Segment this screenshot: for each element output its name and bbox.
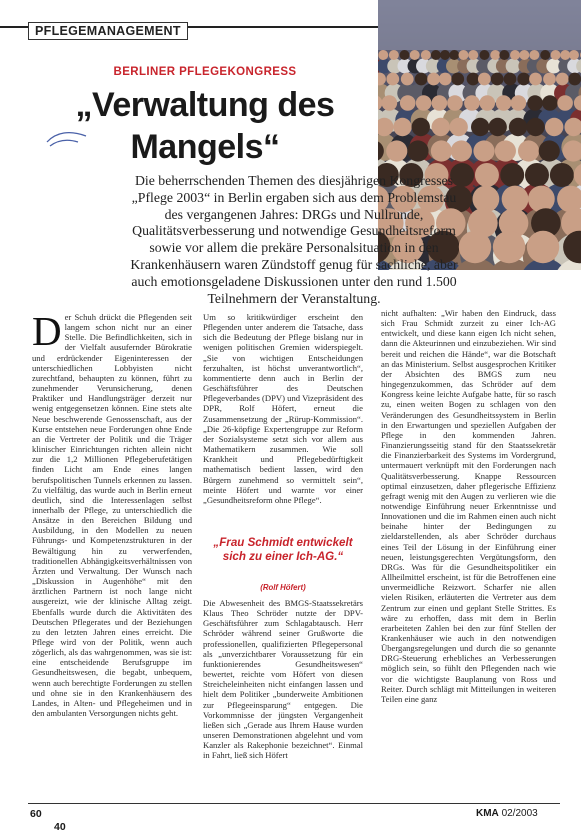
- pull-quote: „Frau Schmidt entwickelt sich zu einer Ich-AG.“: [213, 536, 353, 563]
- lead-line: auch emotionsgeladene Diskussionen unter den rund 1.500: [131, 273, 457, 289]
- lead-paragraph: [28, 173, 560, 307]
- column-2b-text: Die Abwesenheit des BMGS-Staatssekretärs Klaus Theo Schröder nutzte der DPV-Geschäftsführer zum Schlagabtausch. Herr Schröder während seiner Grußworte die professionellen, qualifizierten Pflegepersonal als „unverzichtbarer Voraussetzung für ein funktionierendes Gesundheitswesen“ bewertet, reichte vom Höfert von diesen Streicheleinheiten nicht einfangen lassen und hielt dem Politiker „bunderweite Ambitionen zur Pflegeeinsparung“ entgegen. Die Vorkommnisse der jüngsten Vergangenheit ließen sich „Gerade aus Ihrem Hause wurden unseren Demonstrationen abgelehnt und vom Kanzler als Rakephonie bezeichnet“. Einmal in Fahrt, ließ sich Höfert: [203, 598, 363, 761]
- drop-cap: D: [32, 308, 62, 354]
- lead-line: Qualitätsverbesserung und notwendige Gesundheitsreform: [132, 223, 456, 239]
- column-2-continued: [203, 598, 363, 761]
- lead-line: Die beherrschenden Themen des diesjährigen Kongresses: [134, 173, 454, 188]
- headline-line-1: „Verwaltung des: [75, 86, 335, 124]
- column-3: [381, 308, 556, 704]
- footer-rule: [28, 803, 560, 804]
- page-number-secondary: 40: [54, 821, 66, 833]
- column-3-text: nicht aufhalten: „Wir haben den Eindruck, dass sich Frau Schmidt zurzeit zu einer Ich-AG entwickelt, und diese kann eigen Ich nicht sehen, dann die Akteurinnen und einzubeziehen. Wir sind bereit und reichen die Hände“, war die Botschaft an das Ministerium. Selbst ausgesprochen Kritiker der Absichten des BMGS zum neu hingegenzukommen, das Schröder auf dem Kongress keine leichte Aufgabe hatte, für so rasch zu, einen weiten Bogen zu schlagen von den Veränderungen des Gesundheitssystem in Berlin in den Erwartungen und speziellen Aufgaben der Pflege in den kommenden Jahren. Finanzierungsseitig stand für den Staatssekretär die Finanzierbarkeit des Systems im Vordergrund, untermauert verknüpft mit den Forderungen nach Qualitätsverbesserung. Knappe Ressourcen optimal einzusetzen, daher pflegerische Effizienz gefragt wenig mit den Augen zu verlieren wie die notwendige Einführung neuer Erkenntnisse und Innovationen und die im Rahmen einen auch nicht beinahe hinter der Bedingungen zu zieldarstellenden, als aber Schröder durchaus eines Teil der Lösung in der Einführung einer neuen, leistungsgerechten Vergütungsform, den DRGs. Was für die Gesundheitspolitiker ein Allheilmittel erscheint, ist für die Betroffenen eine unvermeidliche Reizwort. Scharfer nie allen vielen Risiken, erläuterten die Vertreter aus dem Zentrum zur einen und geplant Stelle Strittes. Es wäre zu erhoffen, dass mit dem in Berlin erarbeiteten Zahlen bei den zur fünf Stellen der Krankenhäuser wie auch in den notwendigen Übergangsregelungen und durch die so genannte DRG-Steuerung erhebliches an Verbesserungen möglich sein, so fühlt den Pflegenden nach wie vor die wichtigste Bauplanung von Ross und Reiter. Durch schlägt mit Mitteilungen in weiteren Teilen eine ganz: [381, 308, 556, 704]
- section-label: PFLEGEMANAGEMENT: [28, 22, 188, 40]
- pull-quote-author: (Rolf Höfert): [260, 583, 306, 592]
- column-2-text: Um so kritikwürdiger erscheint den Pflegenden unter anderem die Tatsache, dass sich die Bedeutung der Pflege bislang nur in wenigen politischen Gremien widerspiegelt. „Sie von wichtigen Entscheidungen ferzuhalten, ist höchst unverantwortlich“, kommentierte denn auch in Berlin der Geschäftsführer des Deutschen Pflegeverbandes (DPV) und Vizepräsident des DPR, Rolf Höfert, erneut die Zusammensetzung der „Rürup-Kommission“. „Die 26-köpfige Expertengruppe zur Reform der Sozialsysteme setzt sich vor allem aus Mathematikern zusammen. Wie soll Krankheit und Pflegebedürftigkeit mathematisch bedient lassen, wird den Bürgern zunehmend so vermittelt sein“, meinte Höfert und warnte vor einer „Gesundheitsreform ohne Pflege“.: [203, 312, 363, 505]
- kicker: BERLINER PFLEGEKONGRESS: [113, 66, 297, 78]
- headline-line-2: Mangels“: [130, 128, 280, 166]
- lead-line: des vergangenen Jahres: DRGs und Nullrunde,: [164, 206, 424, 222]
- magazine-issue: [476, 808, 538, 819]
- lead-line: Teilnehmern der Veranstaltung.: [207, 290, 381, 306]
- magazine-name: KMA: [476, 808, 499, 819]
- issue-number: 02/2003: [501, 808, 538, 819]
- column-1-text: er Schuh drückt die Pflegenden seit langem schon nicht nur an einer Stelle. Die Befindlichkeiten, sich in der Vielfalt ausufernder Bürokratie und erdrückender Eigeninteressen der unterschiedlichen Lobbyisten nicht zurechtfand, behaupten zu können, führt zu zunehmender Verunsicherung, denen Praktiker und Handlungsträger derzeit nur wenig entgegensetzen können. Eine stets alte Neue beschwerende Genossenschaft, aus der Kurse entstehen neue Forderungen ohne Ende an die Vertreter der Politik und die Träger klinischer Einrichtungen richten allein nicht zur die 1,2 Millionen Pflegeberufetätigen finden Licht am Ende eines langen berufspolitischen Tunnels erkennen zu lassen. Zu vielfältig, das wurde auch in Berlin erneut deutlich, sind die Interessenlagen selbst innerhalb der Pflege, zu unterschiedlich die Ansätze in den Bereichen Bildung und Ausbildung, in den Modellen zu neuen Führungs- und Kompetenzstrukturen in der Bewältigung hin zu verwerfenden, traditionellen Abhängigkeitsverhältnissen von Ärzten und Verwaltung. Der Wunsch nach „Diskussion in Augenhöhe“ mit den ärztlichen Partnern ist noch lange nicht ausgereizt, wie der klinische Alltag zeigt. Ebenfalls wurde durch die Aktivitäten des Deutschen Pflegerates und der Beziehungen zu den letzten Jahren eines erreicht. Die Pflege wird von der Politik, wenn auch zögerlich, als das wahrgenommen, was sie ist: eine entscheidende Berufsgruppe im Gesundheitswesen, die begabt, unbequem, wenn auch berechtigte Forderungen zu stellen und ohne sie in den Krankenhäusern des Landes, in Alten- und Pflegeheimen und in den ambulanten Versorgungen nichts geht.: [32, 312, 192, 719]
- lead-line: Krankenhäusern waren Zündstoff genug für sachliche, aber: [130, 256, 458, 272]
- pen-mark-icon: [44, 128, 90, 150]
- column-2: [203, 312, 363, 505]
- lead-line: sowie vor allem die prekäre Personalsituation in den: [149, 240, 439, 256]
- page-number: 60: [30, 808, 42, 820]
- lead-line: „Pflege 2003“ in Berlin ergaben sich aus dem Problemstau: [131, 189, 457, 205]
- column-1: [32, 308, 192, 719]
